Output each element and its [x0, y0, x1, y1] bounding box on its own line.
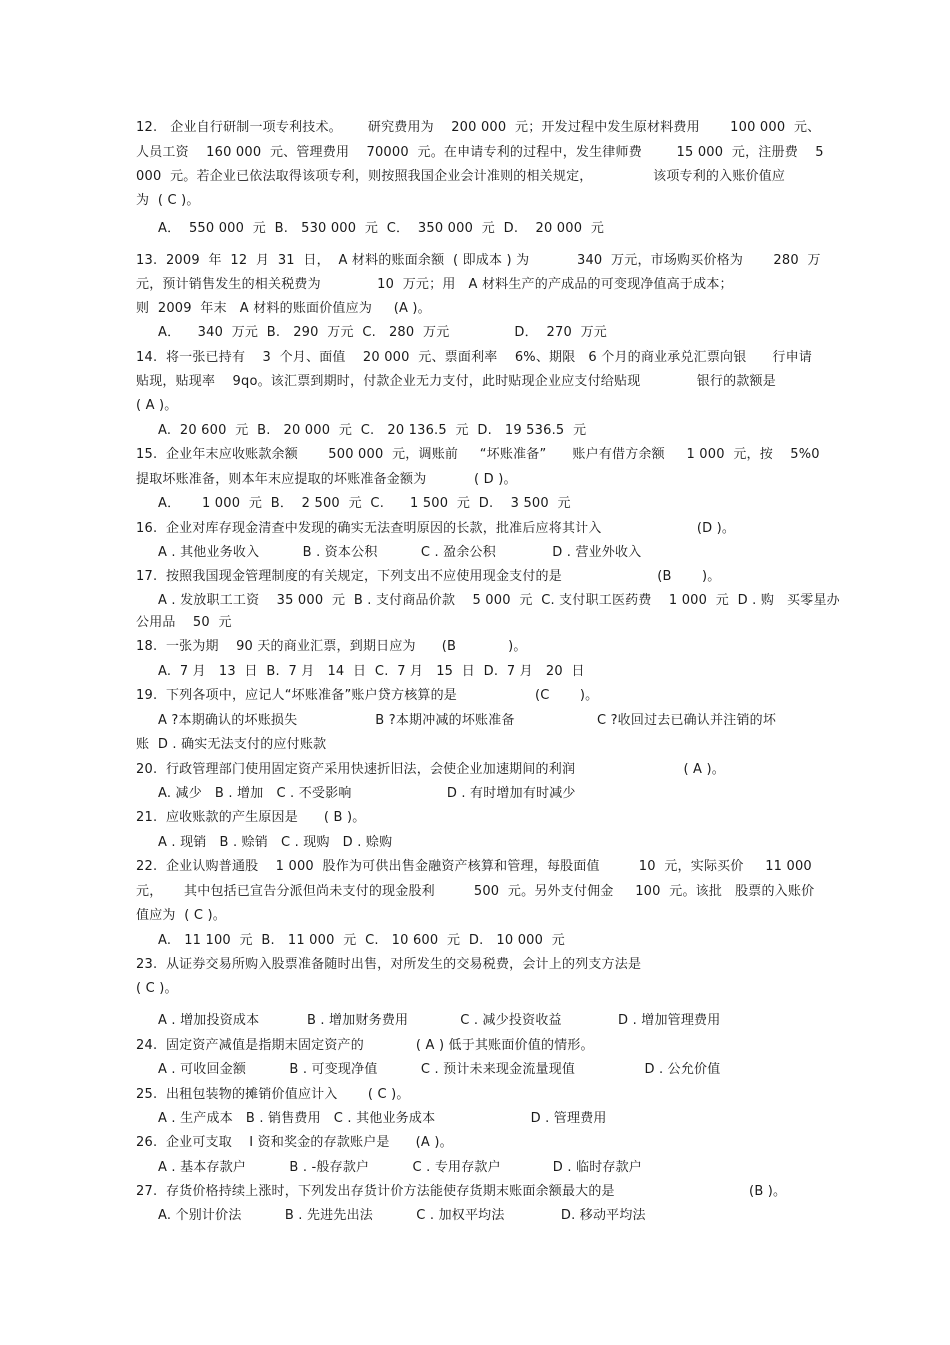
q13-line-2: 元，预计销售发生的相关税费为 10 万元；用 A 材料生产的产成品的可变现净值高于成本； [136, 277, 733, 292]
q14-line-1: 14. 将一张已持有 3 个月、面值 20 000 元、票面利率 6%、期限 6 个月的商业承兑汇票向银 行申请 [136, 350, 813, 365]
q23-options: A . 增加投资成本 B . 增加财务费用 C . 减少投资收益 D . 增加管理费用 [158, 1013, 721, 1028]
q15-options: A． 1 000 元 B． 2 500 元 C. 1 500 元 D. 3 500 元 [158, 496, 571, 511]
q22-options: A. 11 100 元 B. 11 000 元 C. 10 600 元 D. 10 000 元 [158, 933, 565, 948]
q14-line-2: 贴现，贴现率 9qo。该汇票到期时，付款企业无力支付，此时贴现企业应支付给贴现 银行的款额是 [136, 374, 776, 389]
q23-line-2: ( C )。 [136, 981, 178, 996]
q25-options: A . 生产成本 B . 销售费用 C . 其他业务成本 D . 管理费用 [158, 1111, 607, 1126]
q17-line-1: 17. 按照我国现金管理制度的有关规定，下列支出不应使用现金支付的是 (B )。 [136, 569, 721, 584]
q16-options: A . 其他业务收入 B . 资本公积 C . 盈余公积 D . 营业外收入 [158, 545, 642, 560]
q14-line-3: ( A )。 [136, 398, 178, 413]
q19-options-cont: 账 D . 确实无法支付的应付账款 [136, 737, 327, 752]
q23-line-1: 23. 从证券交易所购入股票准备随时出售，对所发生的交易税费，会计上的列支方法是 [136, 957, 642, 972]
q24-options: A . 可收回金额 B . 可变现净值 C . 预计未来现金流量现值 D . 公允价值 [158, 1062, 721, 1077]
q20-options: A. 减少 B . 增加 C . 不受影响 D . 有时增加有时减少 [158, 786, 576, 801]
q12-line-1: 12. 企业自行研制一项专利技术。 研究费用为 200 000 元；开发过程中发生原材料费用 100 000 元、 [136, 120, 821, 135]
q22-line-2: 元， 其中包括已宣告分派但尚未支付的现金股利 500 元。另外支付佣金 100 元。该批 股票的入账价 [136, 884, 815, 899]
q27-line-1: 27. 存货价格持续上涨时，下列发出存货计价方法能使存货期末账面余额最大的是 (B )。 [136, 1184, 787, 1199]
q12-line-4: 为 ( C )。 [136, 193, 200, 208]
q26-line-1: 26. 企业可支取 I 资和奖金的存款账户是 (A )。 [136, 1135, 453, 1150]
q21-options: A . 现销 B . 赊销 C . 现购 D . 赊购 [158, 835, 393, 850]
q12-line-3: 000 元。若企业已依法取得该项专利，则按照我国企业会计准则的相关规定， 该项专利的入账价值应 [136, 169, 786, 184]
q13-line-3: 则 2009 年末 A 材料的账面价值应为 (A )。 [136, 301, 431, 316]
q17-options: A . 发放职工工资 35 000 元 B . 支付商品价款 5 000 元 C. 支付职工医药费 1 000 元 D . 购 买零星办 [158, 593, 840, 608]
q18-line-1: 18. 一张为期 90 天的商业汇票，到期日应为 (B )。 [136, 639, 527, 654]
q13-options: A． 340 万元 B. 290 万元 C. 280 万元 D． 270 万元 [158, 325, 607, 340]
q16-line-1: 16. 企业对库存现金清查中发现的确实无法查明原因的长款，批准后应将其计入 (D )。 [136, 521, 736, 536]
q24-line-1: 24. 固定资产减值是指期末固定资产的 ( A ) 低于其账面价值的情形。 [136, 1038, 594, 1053]
q19-options: A ?本期确认的坏账损失 B ?本期冲减的坏账准备 C ?收回过去已确认并注销的坏 [158, 713, 777, 728]
q13-line-1: 13. 2009 年 12 月 31 日， A 材料的账面余额 ( 即成本 ) 为 340 万元，市场购买价格为 280 万 [136, 253, 821, 268]
q17-options-cont: 公用品 50 元 [136, 615, 232, 630]
q22-line-1: 22. 企业认购普通股 1 000 股作为可供出售金融资产核算和管理，每股面值 10 元，实际买价 11 000 [136, 859, 812, 874]
q27-options: A. 个别计价法 B . 先进先出法 C . 加权平均法 D. 移动平均法 [158, 1208, 646, 1223]
q25-line-1: 25. 出租包装物的摊销价值应计入 ( C )。 [136, 1087, 410, 1102]
q26-options: A . 基本存款户 B . -般存款户 C . 专用存款户 D . 临时存款户 [158, 1160, 643, 1175]
q21-line-1: 21. 应收账款的产生原因是 ( B )。 [136, 810, 366, 825]
q12-options: A． 550 000 元 B. 530 000 元 C． 350 000 元 D. 20 000 元 [158, 221, 605, 236]
q20-line-1: 20. 行政管理部门使用固定资产采用快速折旧法，会使企业加速期间的利润 ( A )。 [136, 762, 725, 777]
q12-line-2: 人员工资 160 000 元、管理费用 70000 元。在申请专利的过程中，发生律师费 15 000 元，注册费 5 [136, 145, 824, 160]
q18-options: A. 7 月 13 日 B. 7 月 14 日 C. 7 月 15 日 D. 7 月 20 日 [158, 664, 585, 679]
q14-options: A. 20 600 元 B. 20 000 元 C. 20 136.5 元 D. 19 536.5 元 [158, 423, 587, 438]
q22-line-3: 值应为 ( C )。 [136, 908, 226, 923]
q19-line-1: 19. 下列各项中，应记人“坏账准备”账户贷方核算的是 (C )。 [136, 688, 599, 703]
q15-line-2: 提取坏账准备，则本年末应提取的坏账准备金额为 ( D )。 [136, 472, 517, 487]
q15-line-1: 15. 企业年末应收账款余额 500 000 元，调账前 “坏账准备” 账户有借方余额 1 000 元，按 5%0 [136, 447, 820, 462]
